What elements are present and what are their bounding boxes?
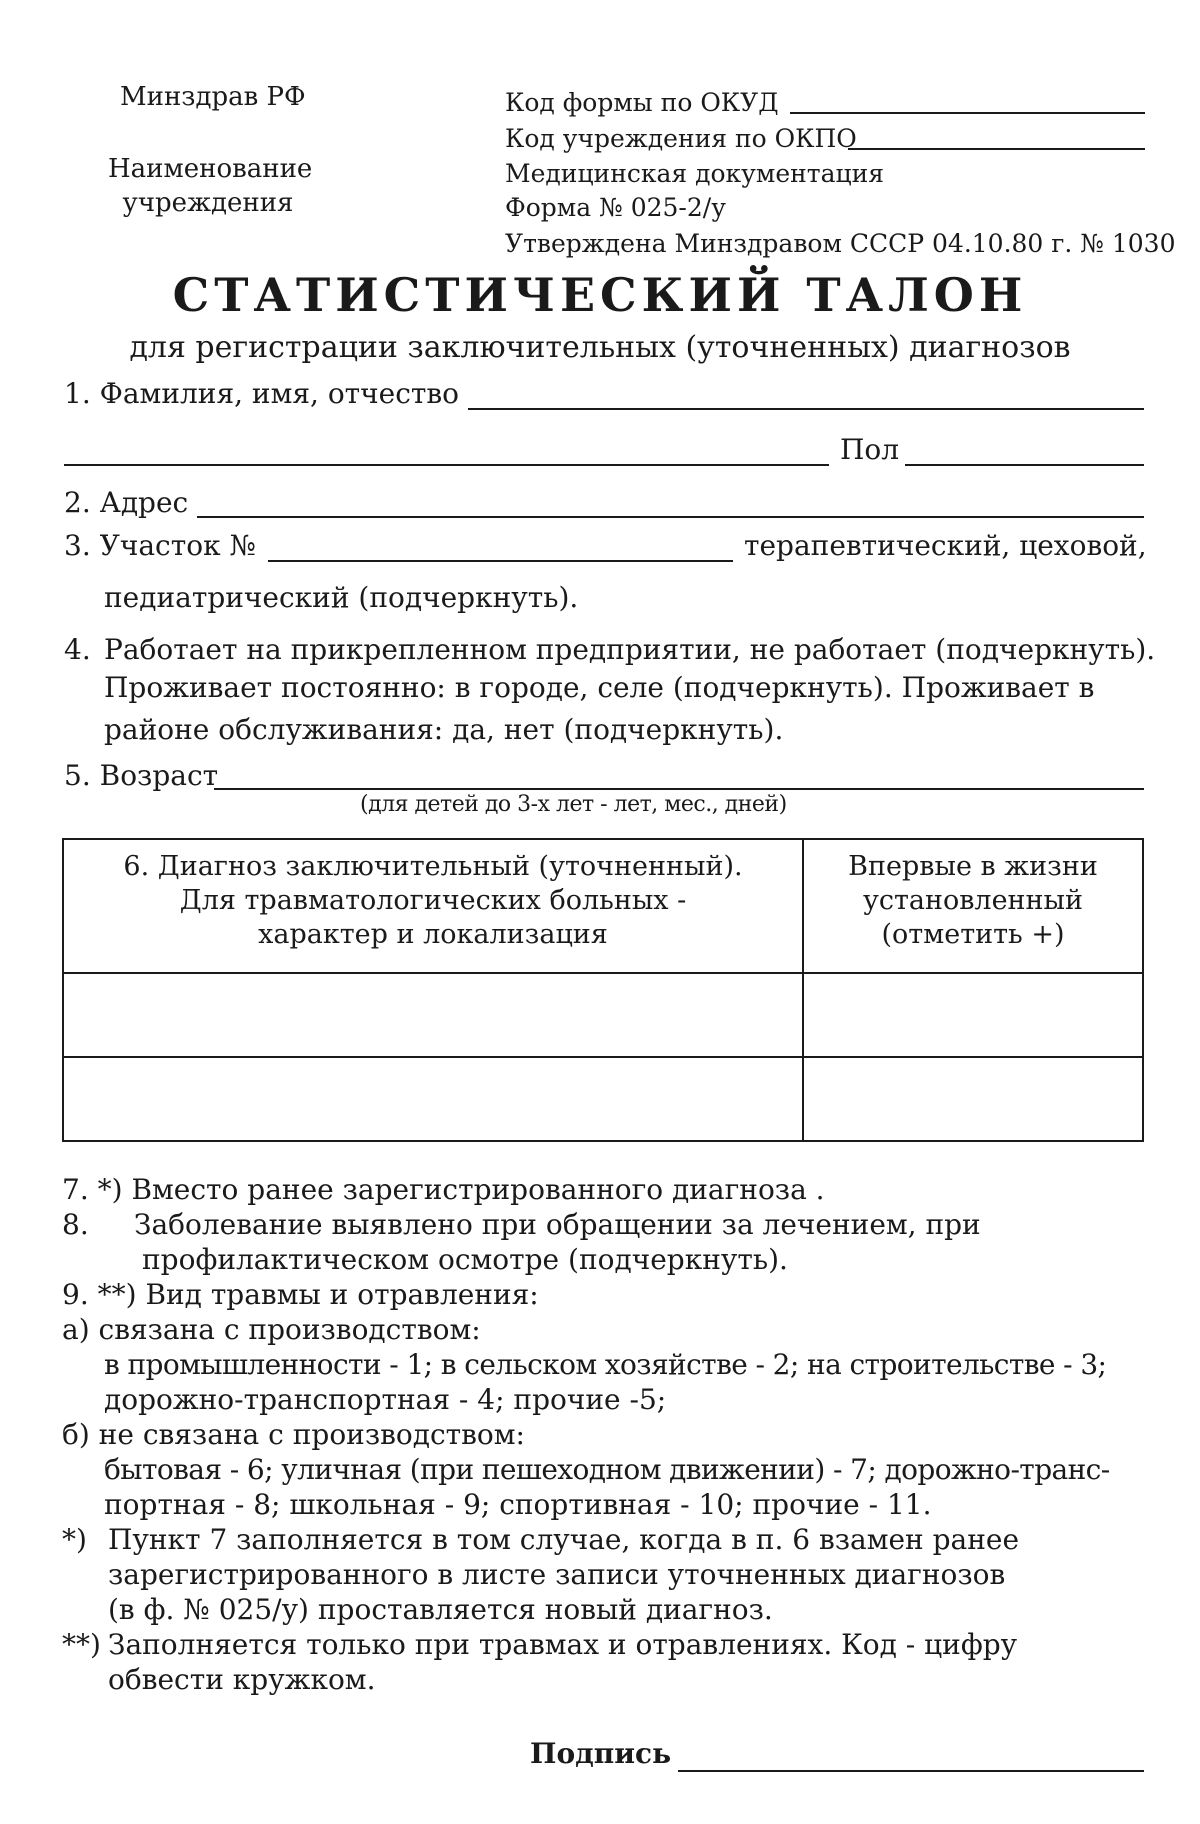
item8-number: 8. bbox=[62, 1208, 89, 1241]
footnote1-line2: зарегистрированного в листе записи уточненных диагнозов bbox=[108, 1558, 1006, 1591]
name-field[interactable] bbox=[468, 408, 1144, 410]
age-field[interactable] bbox=[214, 788, 1144, 790]
item9-b-label: б) не связана с производством: bbox=[62, 1418, 525, 1451]
institution-name-label: Наименование учреждения bbox=[108, 154, 313, 218]
item9-a-line1: в промышленности - 1; в сельском хозяйстве - 2; на строительстве - 3; bbox=[104, 1348, 1107, 1381]
item8-line2: профилактическом осмотре (подчеркнуть). bbox=[142, 1243, 788, 1276]
okud-label: Код формы по ОКУД bbox=[505, 88, 779, 117]
item4-line2: Проживает постоянно: в городе, селе (подчеркнуть). Проживает в bbox=[104, 671, 1095, 704]
okud-field[interactable] bbox=[790, 112, 1145, 114]
sex-field[interactable] bbox=[905, 464, 1144, 466]
table-row bbox=[63, 973, 1143, 1057]
ministry-label: Минздрав РФ bbox=[120, 82, 306, 112]
first-time-cell[interactable] bbox=[803, 973, 1143, 1057]
item8-line1: Заболевание выявлено при обращении за лечением, при bbox=[134, 1208, 981, 1241]
table-header-row bbox=[63, 839, 1143, 973]
table-row bbox=[63, 1057, 1143, 1141]
sex-label: Пол bbox=[840, 433, 900, 466]
footnote2-line1: Заполняется только при травмах и отравлениях. Код - цифру bbox=[108, 1628, 1018, 1661]
district-types-line2: педиатрический (подчеркнуть). bbox=[104, 581, 579, 614]
address-label: 2. Адрес bbox=[64, 486, 189, 519]
med-docs-label: Медицинская документация bbox=[505, 159, 885, 188]
item4-number: 4. bbox=[64, 633, 91, 666]
signature-field[interactable] bbox=[678, 1770, 1144, 1772]
district-label: 3. Участок № bbox=[64, 529, 256, 562]
item9-b-line2: портная - 8; школьная - 9; спортивная - 10; прочие - 11. bbox=[104, 1488, 932, 1521]
first-time-cell[interactable] bbox=[803, 1057, 1143, 1141]
signature-label: Подпись bbox=[530, 1737, 672, 1770]
diagnosis-table bbox=[62, 838, 1144, 1142]
footnote1-line3: (в ф. № 025/у) проставляется новый диагноз. bbox=[108, 1593, 773, 1626]
name-label: 1. Фамилия, имя, отчество bbox=[64, 377, 460, 410]
item9-b-line1: бытовая - 6; уличная (при пешеходном движении) - 7; дорожно-транс- bbox=[104, 1453, 1110, 1486]
diagnosis-cell[interactable] bbox=[63, 1057, 803, 1141]
form-number-label: Форма № 025-2/у bbox=[505, 193, 726, 222]
age-label: 5. Возраст bbox=[64, 759, 219, 792]
footnote2-mark: **) bbox=[62, 1628, 101, 1661]
item9-a-line2: дорожно-транспортная - 4; прочие -5; bbox=[104, 1383, 667, 1416]
okpo-label: Код учреждения по ОКПО bbox=[505, 124, 857, 153]
age-note: (для детей до 3-х лет - лет, мес., дней) bbox=[360, 792, 787, 817]
district-field[interactable] bbox=[268, 560, 733, 562]
okpo-field[interactable] bbox=[848, 148, 1145, 150]
diagnosis-column-header: 6. Диагноз заключительный (уточненный). Для травматологических больных - характер и локализация bbox=[63, 839, 803, 973]
page-title: СТАТИСТИЧЕСКИЙ ТАЛОН bbox=[172, 268, 1028, 322]
footnote2-line2: обвести кружком. bbox=[108, 1663, 376, 1696]
item4-line1: Работает на прикрепленном предприятии, не работает (подчеркнуть). bbox=[104, 633, 1156, 666]
item9-text: 9. **) Вид травмы и отравления: bbox=[62, 1278, 539, 1311]
address-field[interactable] bbox=[197, 516, 1144, 518]
item9-a-label: а) связана с производством: bbox=[62, 1313, 481, 1346]
footnote1-mark: *) bbox=[62, 1523, 87, 1556]
district-types-line1: терапевтический, цеховой, bbox=[744, 529, 1147, 562]
name-field-continued[interactable] bbox=[64, 464, 829, 466]
item7-text: 7. *) Вместо ранее зарегистрированного диагноза . bbox=[62, 1173, 825, 1206]
approval-label: Утверждена Минздравом СССР 04.10.80 г. № 1030 bbox=[505, 229, 1176, 258]
diagnosis-cell[interactable] bbox=[63, 973, 803, 1057]
page-subtitle: для регистрации заключительных (уточненных) диагнозов bbox=[129, 330, 1071, 365]
footnote1-line1: Пункт 7 заполняется в том случае, когда в п. 6 взамен ранее bbox=[108, 1523, 1020, 1556]
first-time-column-header: Впервые в жизни установленный (отметить +) bbox=[803, 839, 1143, 973]
item4-line3: районе обслуживания: да, нет (подчеркнуть). bbox=[104, 713, 784, 746]
